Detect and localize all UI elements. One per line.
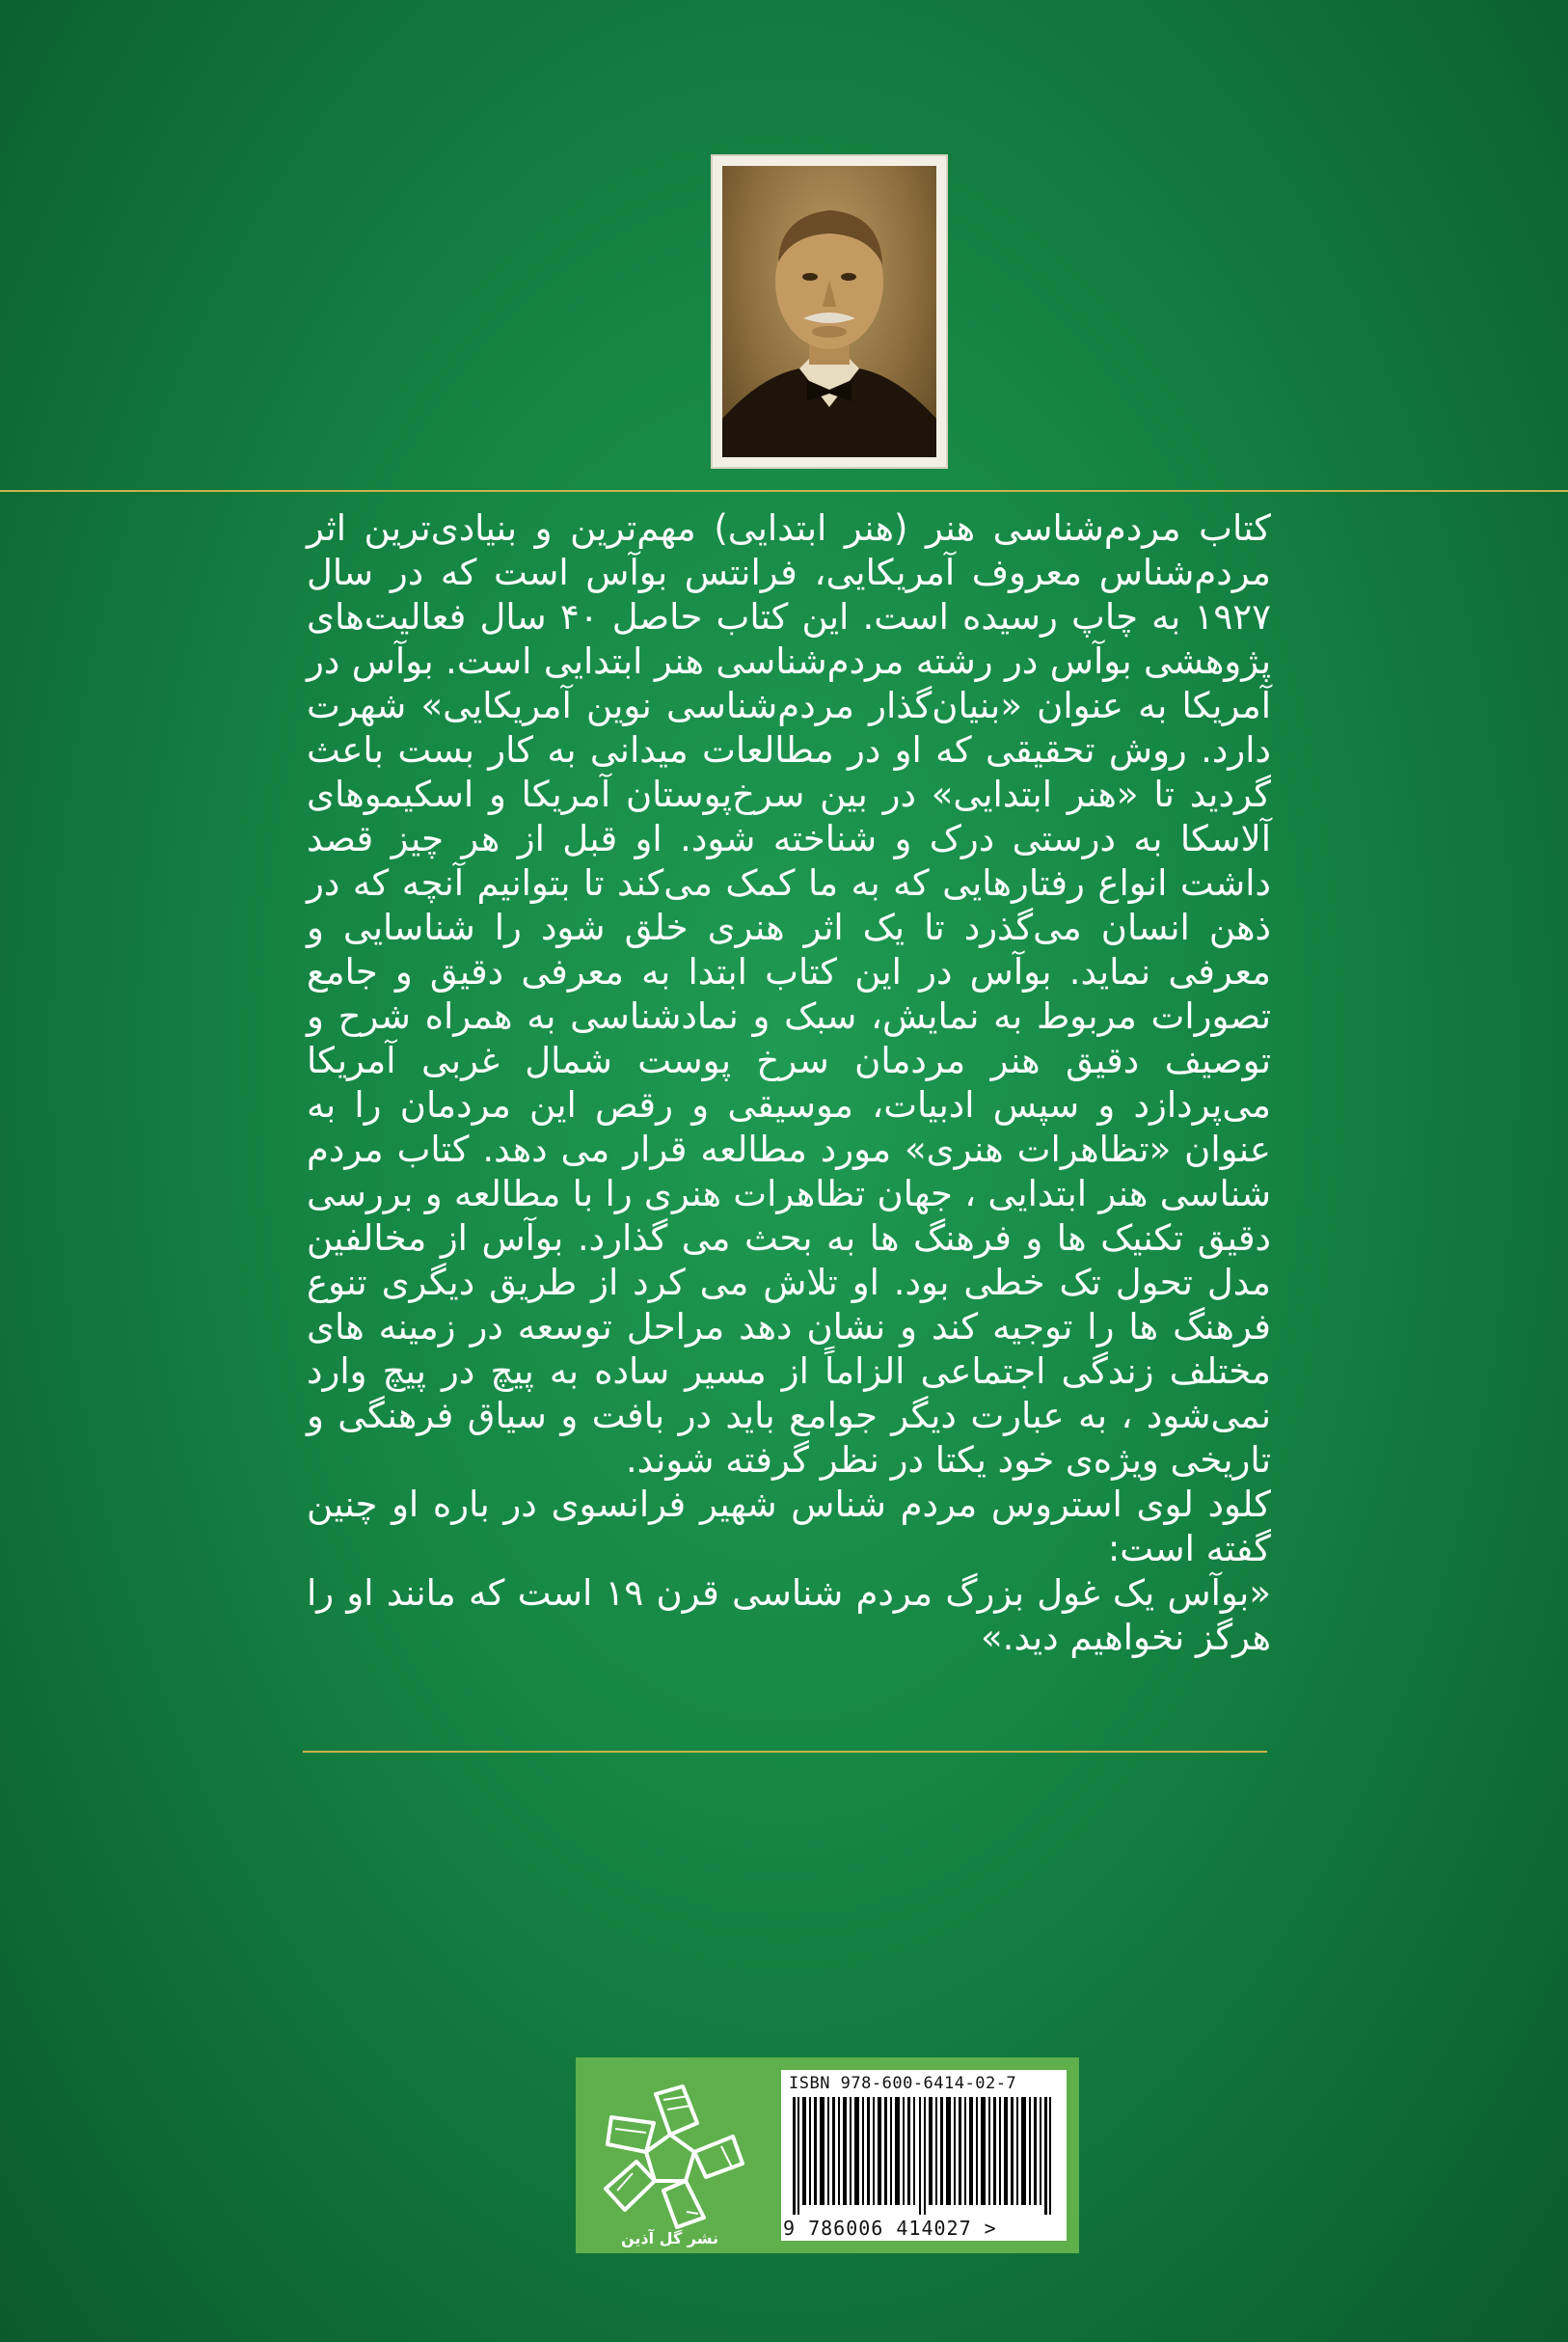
levi-strauss-quote: «بوآس یک غول بزرگ مردم شناسی قرن ۱۹ است که مانند او را هرگز نخواهیم دید.» [307, 1572, 1271, 1658]
author-portrait [722, 166, 936, 457]
portrait-illustration [722, 166, 936, 457]
isbn-number: ISBN 978-600-6414-02-7 [789, 2074, 1017, 2093]
bottom-gold-rule [303, 1751, 1267, 1753]
publisher-panel [576, 2057, 1079, 2253]
quote-intro: کلود لوی استروس مردم شناس شهیر فرانسوی در باره او چنین گفته است: [307, 1484, 1271, 1569]
blurb-paragraph: کتاب مردم‌شناسی هنر (هنر ابتدایی) مهم‌ترین و بنیادی‌ترین اثر مردم‌شناس معروف آمریکایی، فرانتس بوآس است که در سال ۱۹۲۷ به چاپ رسیده است. این کتاب حاصل ۴۰ سال فعالیت‌های پژوهشی بوآس در رشته مردم‌شناسی هنر ابتدایی است. بوآس در آمریکا به عنوان «بنیان‌گذار مردم‌شناسی نوین آمریکایی» شهرت دارد. روش تحقیقی که او در مطالعات میدانی به کار بست باعث گردید تا «هنر ابتدایی» در بین سرخ‌پوستان آمریکا و اسکیموهای آلاسکا به درستی درک و شناخته شود. او قبل از هر چیز قصد داشت انواع رفتارهایی که به ما کمک می‌کند تا بتوانیم آنچه که در ذهن انسان می‌گذرد تا یک اثر هنری خلق شود را شناسایی و معرفی نماید. بوآس در این کتاب ابتدا به معرفی دقیق و جامع تصورات مربوط به نمایش، سبک و نمادشناسی به همراه شرح و توصیف دقیق هنر مردمان سرخ پوست شمال غربی آمریکا می‌پردازد و سپس ادبیات، موسیقی و رقص این مردمان را به عنوان «تظاهرات هنری» مورد مطالعه قرار می دهد. کتاب مردم شناسی هنر ابتدایی ، جهان تظاهرات هنری را با مطالعه و بررسی دقیق تکنیک ها و فرهنگ ها به بحث می گذارد. بوآس از مخالفین مدل تحول تک خطی بود. او تلاش می کرد از طریق دیگری تنوع فرهنگ ها را توجیه کند و نشان دهد مراحل توسعه در زمینه های مختلف زندگی اجتماعی الزاماً از مسیر ساده به پیچ در پیچ وارد نمی‌شود ، به عبارت دیگر جوامع باید در بافت و سیاق فرهنگی و تاریخی ویژه‌ی خود یکتا در نظر گرفته شوند. [307, 507, 1271, 1481]
isbn-barcode [781, 2070, 1067, 2241]
author-portrait-frame [711, 154, 948, 469]
publisher-name: نشر گل آذین [620, 2229, 719, 2247]
back-cover-blurb [307, 506, 1271, 1660]
book-flower-logo-icon [586, 2077, 755, 2231]
barcode-bars-icon [793, 2097, 1053, 2215]
top-gold-rule [0, 490, 1568, 492]
barcode-digits: 9 786006 414027 > [783, 2217, 997, 2240]
